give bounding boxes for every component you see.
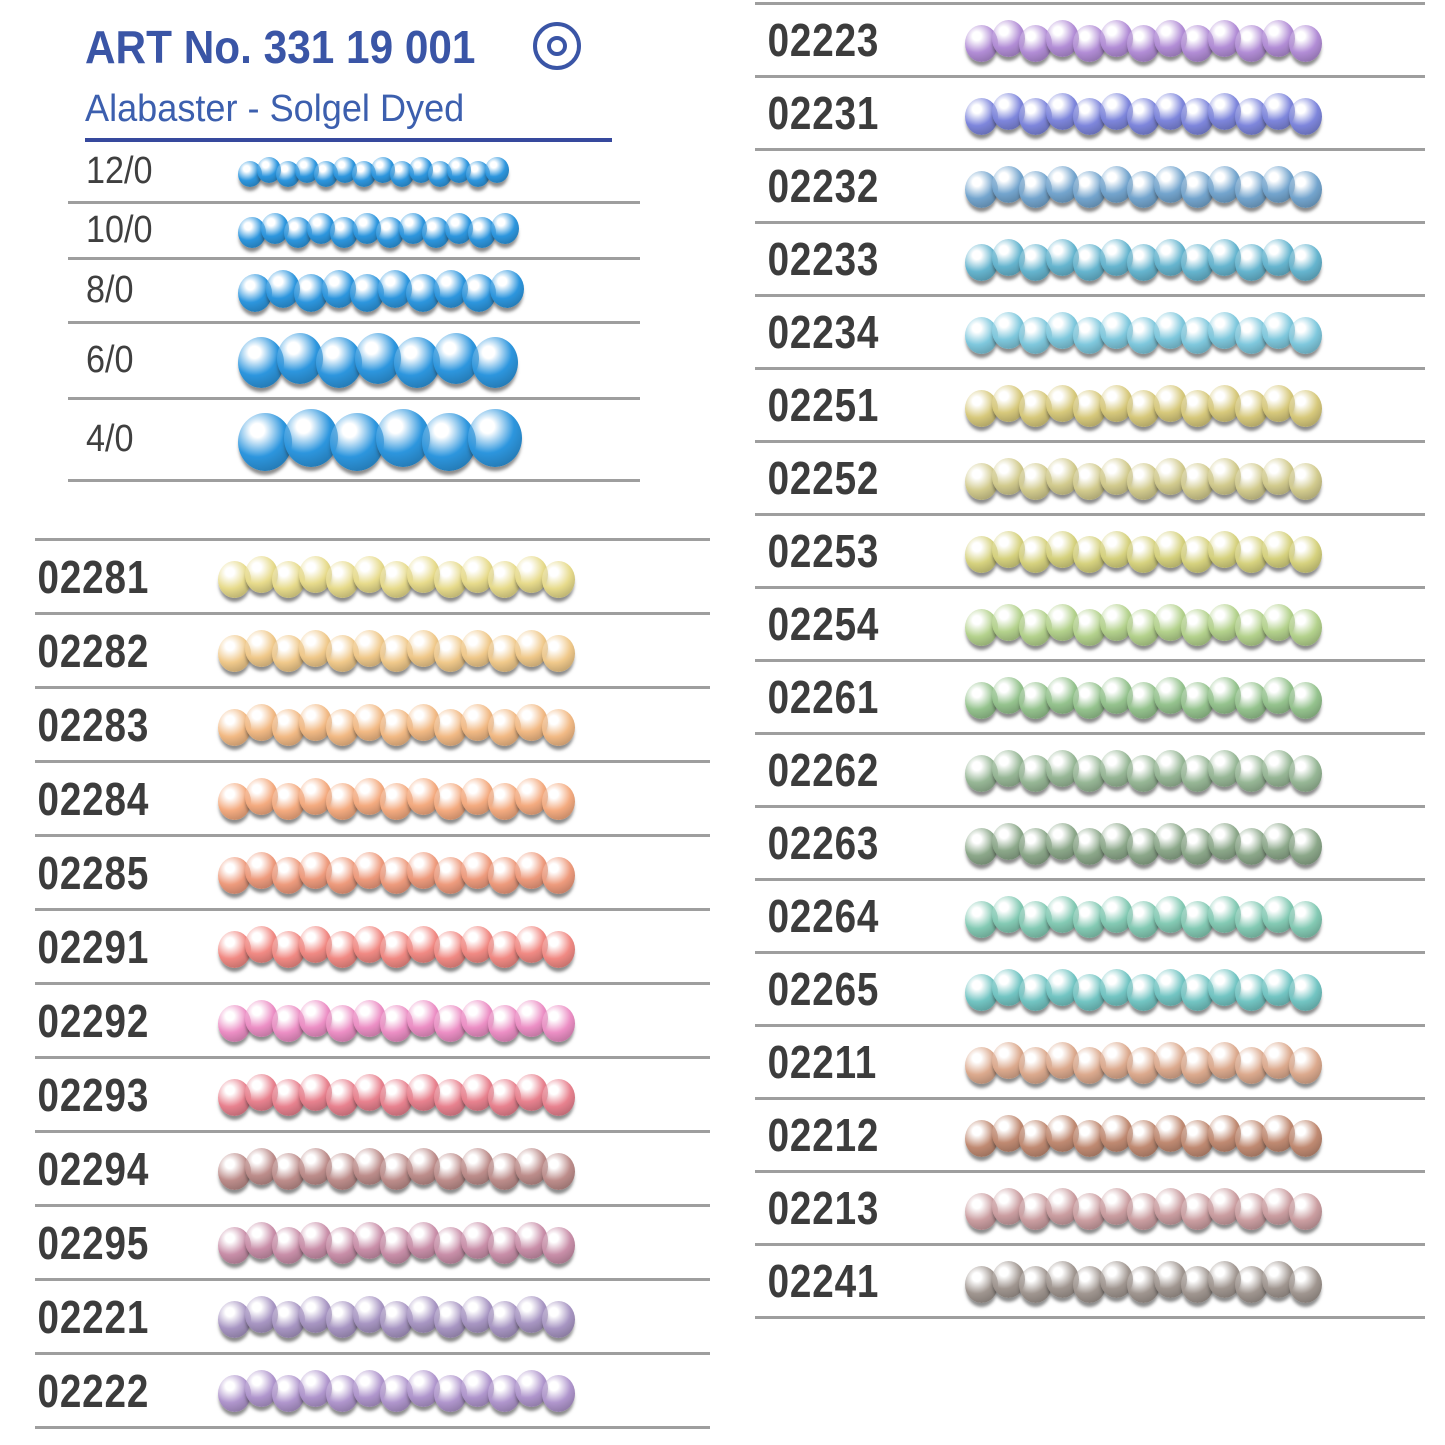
bead-strand: [218, 1298, 575, 1335]
bead-strand: [238, 335, 518, 386]
bead: [1289, 1266, 1322, 1303]
color-table-left: [35, 538, 710, 1429]
bead: [542, 561, 575, 598]
bead: [1289, 317, 1322, 354]
size-label: 10/0: [86, 209, 153, 251]
bead-strand: [965, 825, 1322, 862]
bead-code-label: 02285: [37, 846, 150, 899]
bead-code-label: 02294: [37, 1142, 150, 1195]
bead: [1289, 25, 1322, 62]
bead: [1289, 244, 1322, 281]
bead: [542, 1153, 575, 1190]
bead-code-label: 02252: [767, 452, 880, 504]
bead-code-label: 02213: [767, 1182, 880, 1234]
bead-row: [35, 689, 710, 763]
bead: [1289, 171, 1322, 208]
bead-row: [755, 516, 1425, 589]
bead-row: [35, 615, 710, 689]
bead-row: [35, 1281, 710, 1355]
bead-row: [755, 224, 1425, 297]
art-number: ART No. 331 19 001: [85, 21, 476, 73]
bead-code-label: 02264: [767, 890, 880, 942]
bead: [491, 213, 519, 244]
color-table-right: [755, 2, 1425, 1319]
bead-row: [755, 1246, 1425, 1319]
bead-row: [35, 911, 710, 985]
size-row: [68, 142, 640, 204]
bead: [542, 709, 575, 746]
bead: [1289, 1120, 1322, 1157]
bead: [1289, 98, 1322, 135]
bead: [1289, 1047, 1322, 1084]
size-row: [68, 324, 640, 400]
title-line: [85, 20, 615, 74]
bead-code-label: 02233: [767, 233, 880, 285]
bead: [1289, 1193, 1322, 1230]
bead-row: [755, 5, 1425, 78]
size-table: [68, 142, 640, 482]
size-row: [68, 204, 640, 260]
bead-strand: [218, 780, 575, 817]
bead-code-label: 02283: [37, 698, 150, 751]
bead-strand: [965, 679, 1322, 716]
bead: [542, 1079, 575, 1116]
bead-strand: [965, 1117, 1322, 1154]
bead-strand: [218, 1150, 575, 1187]
bead-strand: [218, 854, 575, 891]
bead-code-label: 02282: [37, 624, 150, 677]
bead-strand: [238, 411, 522, 469]
bead-row: [755, 78, 1425, 151]
bead-row: [35, 1133, 710, 1207]
bead: [490, 270, 524, 308]
bead-row: [755, 1173, 1425, 1246]
bead-strand: [965, 1044, 1322, 1081]
bead-row: [755, 808, 1425, 881]
bead-code-label: 02231: [767, 87, 880, 139]
bead-strand: [238, 215, 519, 246]
bead: [1289, 974, 1322, 1011]
bead-row: [755, 662, 1425, 735]
bead-strand: [965, 387, 1322, 424]
size-label: 12/0: [86, 150, 153, 192]
bead: [1289, 682, 1322, 719]
bead-code-label: 02263: [767, 817, 880, 869]
bead: [542, 1005, 575, 1042]
bead-strand: [218, 558, 575, 595]
bead-row: [35, 1059, 710, 1133]
bead-row: [755, 735, 1425, 808]
bead-code-label: 02234: [767, 306, 880, 358]
bead-strand: [965, 241, 1322, 278]
bead: [542, 783, 575, 820]
bead-code-label: 02261: [767, 671, 880, 723]
bead-strand: [965, 533, 1322, 570]
bead-code-label: 02262: [767, 744, 880, 796]
bead-strand: [965, 1190, 1322, 1227]
bead: [1289, 609, 1322, 646]
bead-strand: [965, 95, 1322, 132]
bead-strand: [965, 752, 1322, 789]
bead: [1289, 901, 1322, 938]
bead-row: [755, 1027, 1425, 1100]
size-label: 6/0: [86, 339, 134, 381]
bead-code-label: 02281: [37, 550, 150, 603]
bead-code-label: 02223: [767, 14, 880, 66]
bead: [1289, 755, 1322, 792]
bead-row: [755, 151, 1425, 224]
bead-strand: [965, 460, 1322, 497]
product-subtitle: Alabaster - Solgel Dyed: [85, 88, 465, 130]
bead-code-label: 02253: [767, 525, 880, 577]
bead-row: [755, 1100, 1425, 1173]
bead-strand: [218, 1076, 575, 1113]
bead-code-label: 02222: [37, 1364, 150, 1417]
size-row: [68, 400, 640, 482]
bead-row: [755, 370, 1425, 443]
bead-code-label: 02212: [767, 1109, 880, 1161]
bead-code-label: 02284: [37, 772, 150, 825]
bead-code-label: 02241: [767, 1255, 880, 1307]
bead-code-label: 02293: [37, 1068, 150, 1121]
bead-strand: [965, 314, 1322, 351]
bead: [1289, 390, 1322, 427]
header-section: [85, 20, 615, 131]
bead: [542, 857, 575, 894]
target-icon: [533, 22, 581, 70]
size-label: 4/0: [86, 418, 134, 460]
bead-row: [35, 763, 710, 837]
bead-strand: [965, 898, 1322, 935]
bead-code-label: 02295: [37, 1216, 150, 1269]
bead-code-label: 02291: [37, 920, 150, 973]
bead-row: [755, 443, 1425, 516]
bead-row: [755, 954, 1425, 1027]
bead: [1289, 536, 1322, 573]
bead-row: [35, 541, 710, 615]
bead-strand: [218, 1372, 575, 1409]
bead-code-label: 02254: [767, 598, 880, 650]
bead-row: [35, 985, 710, 1059]
bead-code-label: 02292: [37, 994, 150, 1047]
bead: [1289, 828, 1322, 865]
bead-strand: [965, 606, 1322, 643]
bead-strand: [965, 1263, 1322, 1300]
bead: [542, 1301, 575, 1338]
bead: [468, 409, 522, 467]
bead-row: [35, 1207, 710, 1281]
bead-row: [35, 837, 710, 911]
bead-row: [755, 297, 1425, 370]
bead-strand: [965, 971, 1322, 1008]
bead-code-label: 02221: [37, 1290, 150, 1343]
bead: [542, 1227, 575, 1264]
bead-row: [755, 589, 1425, 662]
bead-row: [755, 881, 1425, 954]
size-row: [68, 260, 640, 324]
bead-code-label: 02265: [767, 963, 880, 1015]
bead-strand: [965, 22, 1322, 59]
bead: [472, 337, 518, 388]
bead: [1289, 463, 1322, 500]
bead-strand: [218, 928, 575, 965]
bead-row: [35, 1355, 710, 1429]
bead: [542, 931, 575, 968]
bead: [542, 1375, 575, 1412]
bead-strand: [218, 632, 575, 669]
bead-strand: [965, 168, 1322, 205]
bead-strand: [238, 159, 509, 185]
bead-strand: [238, 272, 524, 310]
bead-strand: [218, 1002, 575, 1039]
bead-code-label: 02211: [767, 1036, 878, 1088]
bead-code-label: 02232: [767, 160, 880, 212]
bead-strand: [218, 706, 575, 743]
size-label: 8/0: [86, 269, 134, 311]
bead: [542, 635, 575, 672]
bead-strand: [218, 1224, 575, 1261]
bead: [485, 157, 509, 183]
bead-code-label: 02251: [767, 379, 880, 431]
